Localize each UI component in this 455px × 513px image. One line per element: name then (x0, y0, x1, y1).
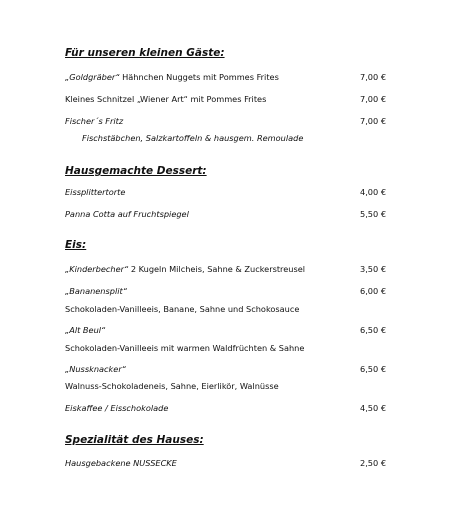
menu-item-description: Schokoladen-Vanilleeis mit warmen Waldfrüchten & Sahne (65, 343, 305, 353)
menu-item-price: 7,00 € (360, 116, 387, 126)
menu-item-price: 5,50 € (360, 209, 387, 219)
section-heading-dessert: Hausgemachte Dessert: (65, 165, 207, 177)
menu-item-price: 4,00 € (360, 187, 387, 197)
menu-item-price: 6,50 € (360, 364, 387, 374)
menu-item-price: 4,50 € (360, 403, 387, 413)
menu-item-price: 6,00 € (360, 286, 387, 296)
menu-item-description: Fischstäbchen, Salzkartoffeln & hausgem. Remoulade (82, 133, 304, 143)
menu-item-description: Hähnchen Nuggets mit Pommes Frites (119, 72, 279, 82)
menu-item-alt-beul: „Alt Beul“ (65, 325, 106, 335)
menu-item-price: 2,50 € (360, 458, 387, 468)
menu-item-nussknacker: „Nussknacker“ (65, 364, 126, 374)
menu-item-description: Walnuss-Schokoladeneis, Sahne, Eierlikör, Walnüsse (65, 381, 279, 391)
menu-item-nussecke: Hausgebackene NUSSECKE (65, 458, 177, 468)
menu-item-price: 7,00 € (360, 72, 387, 82)
menu-item-kinderbecher (65, 264, 305, 274)
menu-item-name: „Goldgräber“ (65, 72, 120, 82)
menu-item-eiskaffee: Eiskaffee / Eisschokolade (65, 403, 169, 413)
menu-item-eissplittertorte: Eissplittertorte (65, 187, 126, 197)
menu-item-price: 6,50 € (360, 325, 387, 335)
menu-item-fischers-fritz: Fischer´s Fritz (65, 116, 124, 126)
section-heading-kids: Für unseren kleinen Gäste: (65, 47, 225, 59)
section-heading-eis: Eis: (65, 239, 87, 251)
menu-item-name: „Kinderbecher“ (65, 264, 129, 274)
menu-item-goldgraeber (65, 72, 279, 82)
menu-item-description: 2 Kugeln Milcheis, Sahne & Zuckerstreusel (128, 264, 306, 274)
menu-item-panna-cotta: Panna Cotta auf Fruchtspiegel (65, 209, 189, 219)
menu-item-bananensplit: „Bananensplit“ (65, 286, 127, 296)
section-heading-spezialitaet: Spezialität des Hauses: (65, 434, 204, 446)
menu-item-price: 3,50 € (360, 264, 387, 274)
menu-item-schnitzel: Kleines Schnitzel „Wiener Art“ mit Pommes Frites (65, 94, 267, 104)
menu-item-price: 7,00 € (360, 94, 387, 104)
menu-item-description: Schokoladen-Vanilleeis, Banane, Sahne und Schokosauce (65, 304, 300, 314)
